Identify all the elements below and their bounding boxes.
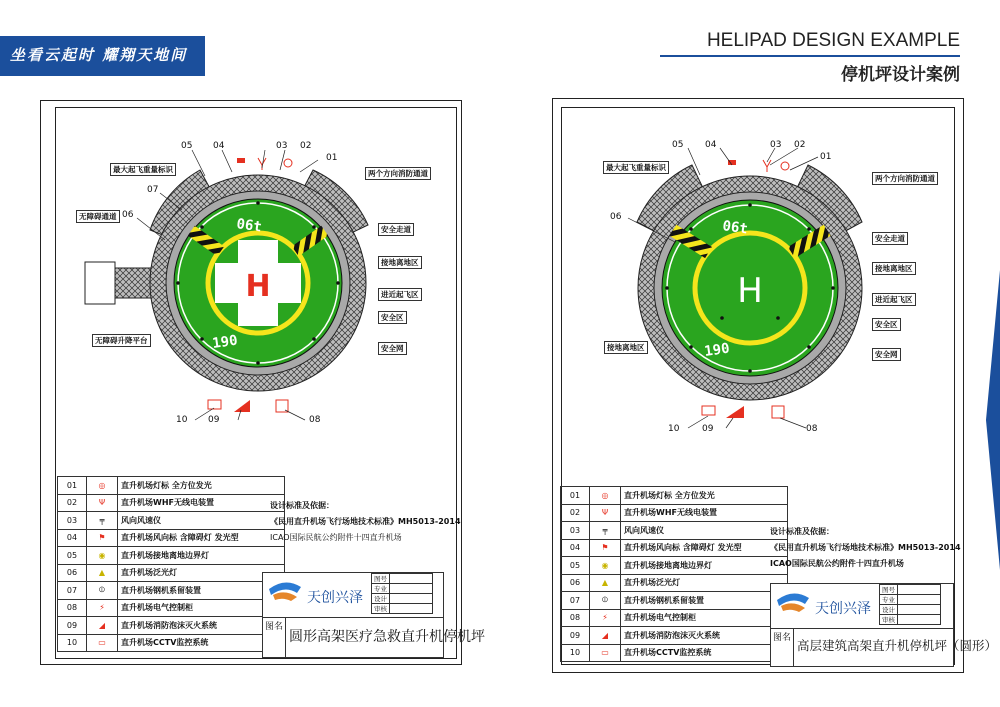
label-fato: 进近起飞区 xyxy=(872,293,916,306)
legend-num: 10 xyxy=(561,644,590,662)
foam-fire-icon: ◢ xyxy=(87,617,118,635)
top-equipment-icons xyxy=(728,160,789,172)
label-safety-walkway: 安全走道 xyxy=(378,223,414,236)
legend-text: 直升机场接地离地边界灯 xyxy=(621,557,788,575)
callout-06: 06 xyxy=(122,210,134,220)
legend-num: 09 xyxy=(561,627,590,645)
legend-row xyxy=(561,627,788,645)
legend-num: 02 xyxy=(561,504,590,522)
callout-08: 08 xyxy=(309,415,321,425)
label-tlof: 接地离地区 xyxy=(378,256,422,269)
callout-09: 09 xyxy=(702,424,714,434)
notes-title: 设计标准及依据： xyxy=(270,501,334,510)
legend-text: 直升机场消防泡沫灭火系统 xyxy=(118,617,285,635)
legend-num: 07 xyxy=(58,582,87,600)
label-lift-platform: 无障碍升降平台 xyxy=(92,334,151,347)
notes-standard-2: ICAO国际民航公约附件十四直升机场 xyxy=(770,559,904,568)
max-weight-marking: 06t xyxy=(721,218,749,238)
windsock-icon: ⚑ xyxy=(590,539,621,557)
callout-01: 01 xyxy=(820,152,832,162)
field-design: 设计 xyxy=(880,605,898,615)
legend-row xyxy=(561,557,788,575)
right-design-notes xyxy=(770,524,961,572)
callout-05: 05 xyxy=(181,141,193,151)
logo-icon xyxy=(775,586,811,616)
legend-num: 09 xyxy=(58,617,87,635)
legend-text: 直升机场WHF无线电装置 xyxy=(621,504,788,522)
legend-text: 风向风速仪 xyxy=(118,512,285,530)
foam-fire-icon: ◢ xyxy=(590,627,621,645)
legend-text: 直升机场WHF无线电装置 xyxy=(118,494,285,512)
vhf-antenna-icon: Ψ xyxy=(87,494,118,512)
field-drawing-no: 图号 xyxy=(372,574,390,584)
legend-text: 直升机场接地离地边界灯 xyxy=(118,547,285,565)
label-max-weight: 最大起飞重量标识 xyxy=(603,161,669,174)
wind-indicator-icon: ╤ xyxy=(87,512,118,530)
legend-num: 03 xyxy=(58,512,87,530)
tie-down-icon: ⦶ xyxy=(590,592,621,610)
field-value xyxy=(898,615,941,625)
legend-row xyxy=(561,539,788,557)
legend-text: 直升机场灯标 全方位发光 xyxy=(621,487,788,505)
label-barrier-free-path: 无障碍通道 xyxy=(76,210,120,223)
electric-control-icon: ⚡ xyxy=(590,609,621,627)
callout-03: 03 xyxy=(276,141,288,151)
legend-num: 04 xyxy=(561,539,590,557)
callout-07: 07 xyxy=(147,185,159,195)
legend-text: 直升机场风向标 含障碍灯 发光型 xyxy=(621,539,788,557)
notes-standard-1: 《民用直升机场飞行场地技术标准》MH5013-2014 xyxy=(270,517,461,526)
label-fire-access: 两个方向消防通道 xyxy=(872,172,938,185)
notes-title: 设计标准及依据： xyxy=(770,527,834,536)
max-weight-marking: 06t xyxy=(235,216,263,236)
notes-standard-1: 《民用直升机场飞行场地技术标准》MH5013-2014 xyxy=(770,543,961,552)
legend-num: 05 xyxy=(58,547,87,565)
floodlight-icon: ▲ xyxy=(590,574,621,592)
field-value xyxy=(898,585,941,595)
callout-03: 03 xyxy=(770,140,782,150)
legend-text: 直升机场风向标 含障碍灯 发光型 xyxy=(118,529,285,547)
field-review: 审核 xyxy=(372,604,390,614)
legend-row xyxy=(561,609,788,627)
right-title-block xyxy=(770,583,998,667)
tie-down-icon: ⦶ xyxy=(87,582,118,600)
drawing-name-label: 图名 xyxy=(771,628,794,666)
title-block-fields xyxy=(879,584,941,625)
cctv-icon: ▭ xyxy=(87,634,118,652)
electric-control-icon: ⚡ xyxy=(87,599,118,617)
banner-slogan: 坐看云起时 耀翔天地间 xyxy=(10,46,188,64)
company-name: 天创兴泽 xyxy=(307,590,363,606)
label-tlof-right: 接地离地区 xyxy=(872,262,916,275)
h-marking: H xyxy=(245,269,271,304)
legend-num: 03 xyxy=(561,522,590,540)
pad-dimension-marking: 190 xyxy=(703,340,731,360)
label-safety-net: 安全网 xyxy=(378,342,407,355)
legend-text: 直升机场灯标 全方位发光 xyxy=(118,477,285,495)
legend-row xyxy=(561,592,788,610)
pad-dimension-marking: 190 xyxy=(211,332,239,352)
legend-num: 07 xyxy=(561,592,590,610)
label-safety-area: 安全区 xyxy=(872,318,901,331)
beacon-icon: ◎ xyxy=(590,487,621,505)
legend-row xyxy=(561,522,788,540)
label-tlof-left: 接地离地区 xyxy=(604,341,648,354)
callout-02: 02 xyxy=(794,140,806,150)
callout-10: 10 xyxy=(668,424,680,434)
right-drawing-title: 高层建筑高架直升机停机坪（圆形） xyxy=(797,638,998,653)
field-value xyxy=(898,595,941,605)
label-fire-access: 两个方向消防通道 xyxy=(365,167,431,180)
legend-num: 01 xyxy=(58,477,87,495)
field-discipline: 专业 xyxy=(372,584,390,594)
callout-04: 04 xyxy=(705,140,717,150)
field-value xyxy=(898,605,941,615)
legend-num: 06 xyxy=(58,564,87,582)
legend-num: 08 xyxy=(561,609,590,627)
legend-text: 直升机场钢机系留装置 xyxy=(118,582,285,600)
boundary-light-icon: ◉ xyxy=(87,547,118,565)
legend-num: 06 xyxy=(561,574,590,592)
callout-06: 06 xyxy=(610,212,622,222)
legend-text: 直升机场消防泡沫灭火系统 xyxy=(621,627,788,645)
company-name: 天创兴泽 xyxy=(815,601,871,617)
label-fato: 进近起飞区 xyxy=(378,288,422,301)
callout-09: 09 xyxy=(208,415,220,425)
title-block-separator xyxy=(771,628,953,629)
callout-04: 04 xyxy=(213,141,225,151)
legend-num: 10 xyxy=(58,634,87,652)
legend-num: 02 xyxy=(58,494,87,512)
callout-05: 05 xyxy=(672,140,684,150)
bottom-equipment-icons xyxy=(702,406,784,418)
windsock-icon: ⚑ xyxy=(87,529,118,547)
label-safety-area: 安全区 xyxy=(378,311,407,324)
beacon-icon: ◎ xyxy=(87,477,118,495)
label-max-weight: 最大起飞重量标识 xyxy=(110,163,176,176)
floodlight-icon: ▲ xyxy=(87,564,118,582)
field-design: 设计 xyxy=(372,594,390,604)
left-drawing-title: 圆形高架医疗急救直升机停机坪 xyxy=(289,629,485,645)
legend-text: 直升机场泛光灯 xyxy=(118,564,285,582)
page-title-cn: 停机坪设计案例 xyxy=(841,65,960,85)
legend-row xyxy=(561,487,788,505)
callout-08: 08 xyxy=(806,424,818,434)
legend-text: 直升机场CCTV监控系统 xyxy=(118,634,285,652)
legend-text: 直升机场电气控制柜 xyxy=(621,609,788,627)
callout-10: 10 xyxy=(176,415,188,425)
drawing-name-label: 图名 xyxy=(263,617,286,657)
field-drawing-no: 图号 xyxy=(880,585,898,595)
wind-indicator-icon: ╤ xyxy=(590,522,621,540)
legend-num: 08 xyxy=(58,599,87,617)
company-logo xyxy=(775,586,875,626)
legend-num: 04 xyxy=(58,529,87,547)
legend-text: 直升机场钢机系留装置 xyxy=(621,592,788,610)
legend-num: 05 xyxy=(561,557,590,575)
notes-standard-2: ICAO国际民航公约附件十四直升机场 xyxy=(270,533,402,542)
cctv-icon: ▭ xyxy=(590,644,621,662)
vhf-antenna-icon: Ψ xyxy=(590,504,621,522)
legend-text: 直升机场泛光灯 xyxy=(621,574,788,592)
h-marking: H xyxy=(737,271,763,311)
label-safety-net: 安全网 xyxy=(872,348,901,361)
legend-row xyxy=(561,504,788,522)
legend-text: 风向风速仪 xyxy=(621,522,788,540)
boundary-light-icon: ◉ xyxy=(590,557,621,575)
field-discipline: 专业 xyxy=(880,595,898,605)
legend-text: 直升机场电气控制柜 xyxy=(118,599,285,617)
label-safety-walkway: 安全走道 xyxy=(872,232,908,245)
legend-text: 直升机场CCTV监控系统 xyxy=(621,644,788,662)
page-title-en: HELIPAD DESIGN EXAMPLE xyxy=(706,30,960,51)
right-legend-table xyxy=(560,486,788,662)
legend-row xyxy=(561,574,788,592)
callout-02: 02 xyxy=(300,141,312,151)
callout-01: 01 xyxy=(326,153,338,163)
field-review: 审核 xyxy=(880,615,898,625)
legend-num: 01 xyxy=(561,487,590,505)
legend-row xyxy=(561,644,788,662)
